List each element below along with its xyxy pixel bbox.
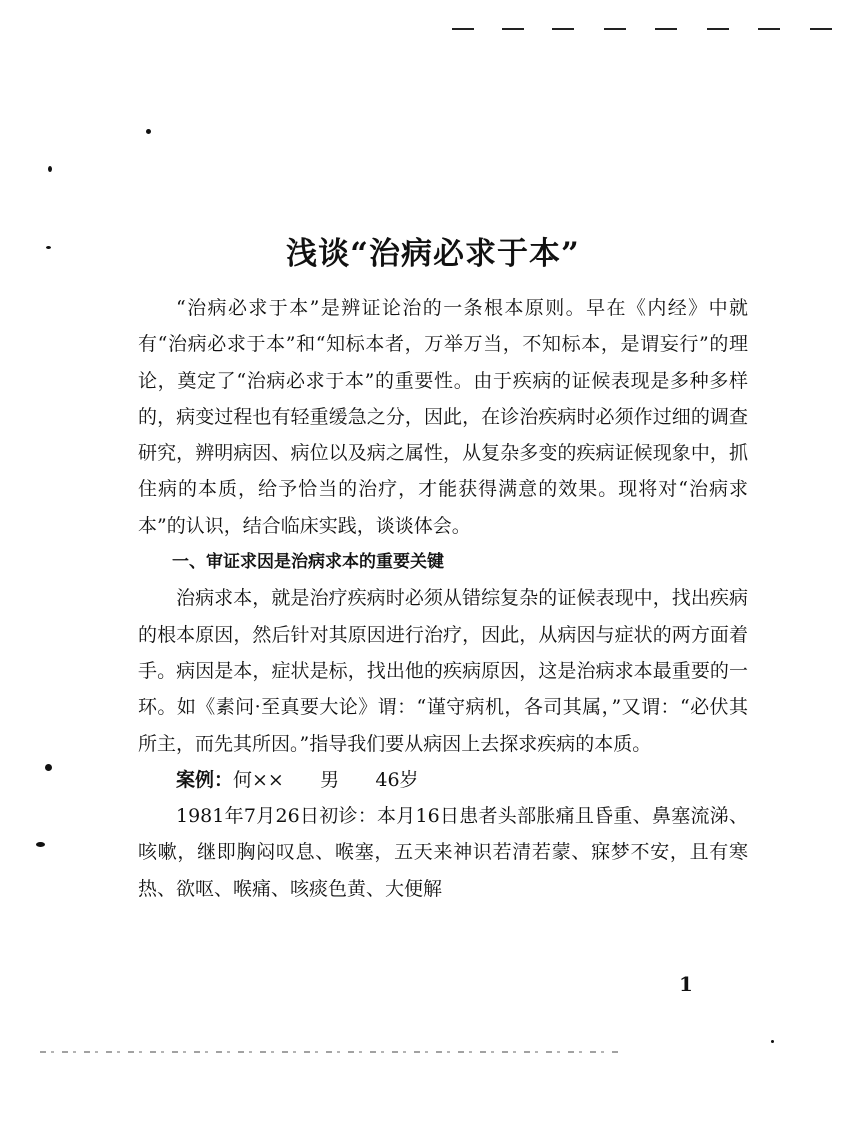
scan-dash (452, 28, 474, 30)
section-paragraph: 治病求本，就是治疗疾病时必须从错综复杂的证候表现中，找出疾病的根本原因，然后针对其原因进行治疗，因此，从病因与症状的两方面着手。病因是本，症状是标，找出他的疾病原因，这是治病求本最重要的一环。如《素问·至真要大论》谓：“谨守病机，各司其属，”又谓：“必伏其所主，而先其所因。”指导我们要从病因上去探求疾病的本质。 (138, 587, 748, 755)
case-age: 46岁 (375, 768, 419, 791)
article-body (138, 290, 748, 907)
case-label: 案例： (176, 768, 234, 791)
scan-speck (146, 129, 151, 134)
case-line (138, 762, 748, 798)
scan-dash (655, 28, 677, 30)
scan-speck (45, 764, 52, 771)
case-name: 何×× (233, 768, 284, 791)
scan-dash (707, 28, 729, 30)
scan-noise-line (40, 1051, 620, 1053)
page-number: 1 (679, 972, 693, 996)
page-title: 浅谈“治病必求于本” (286, 235, 580, 272)
scan-speck (771, 1040, 774, 1043)
scan-dash (552, 28, 574, 30)
scan-dash (502, 28, 524, 30)
scan-dash (604, 28, 626, 30)
case-paragraph: 1981年7月26日初诊：本月16日患者头部胀痛且昏重、鼻塞流涕、咳嗽，继即胸闷叹息、喉塞，五天来神识若清若蒙、寐梦不安，且有寒热、欲呕、喉痛、咳痰色黄、大便解 (138, 805, 748, 900)
scan-dash (810, 28, 832, 30)
section-heading: 一、审证求因是治病求本的重要关键 (172, 552, 444, 573)
scan-dash (758, 28, 780, 30)
case-sex: 男 (320, 768, 340, 791)
intro-paragraph: “治病必求于本”是辨证论治的一条根本原则。早在《内经》中就有“治病必求于本”和“知标本者，万举万当，不知标本，是谓妄行”的理论，奠定了“治病必求于本”的重要性。由于疾病的证候表现是多种多样的，病变过程也有轻重缓急之分，因此，在诊治疾病时必须作过细的调查研究，辨明病因、病位以及病之属性，从复杂多变的疾病证候现象中，抓住病的本质，给予恰当的治疗，才能获得满意的效果。现将对“治病求本”的认识，结合临床实践，谈谈体会。 (138, 297, 748, 537)
scan-speck (36, 842, 45, 847)
scan-speck (48, 166, 52, 172)
